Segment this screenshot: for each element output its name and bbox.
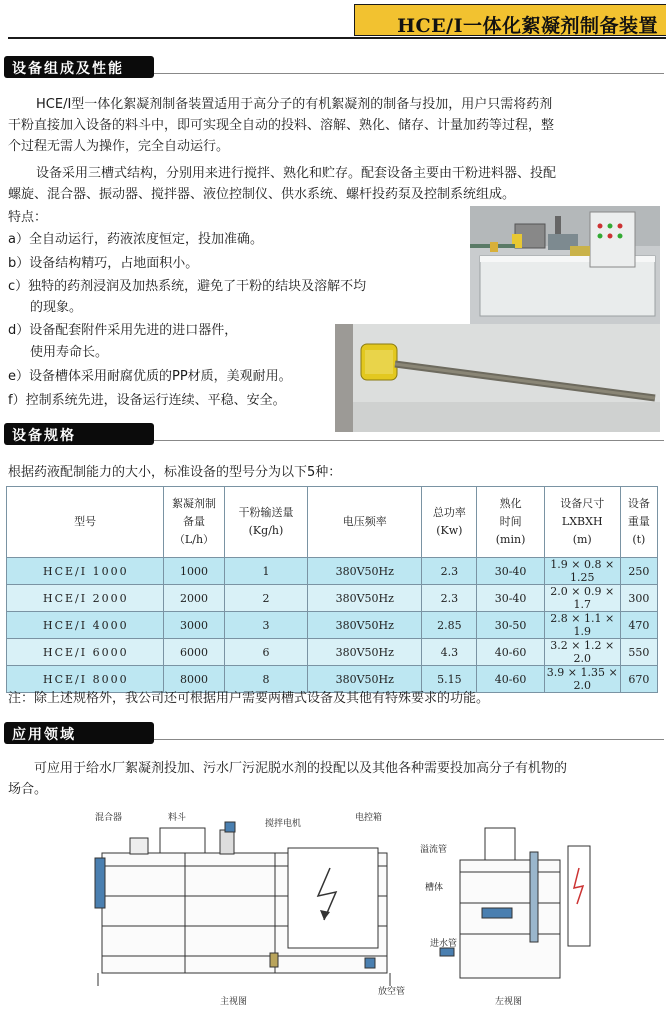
label-side-view: 左视图 <box>495 997 523 1007</box>
section-spec-title: 设备规格 <box>12 428 76 444</box>
col-power: 电压频率 <box>308 487 422 558</box>
col-kw: 总功率 (Kw) <box>422 487 477 558</box>
col-model: 型号 <box>7 487 164 558</box>
table-row: HCE/Ⅰ 2000 2000 2 380V50Hz 2.3 30-40 2.0 × 0.9 × 1.7 300 <box>7 585 658 612</box>
section-composition-title: 设备组成及性能 <box>12 61 124 77</box>
section-spec-heading <box>4 423 664 445</box>
application-line-1: 可应用于给水厂絮凝剂投加、污水厂污泥脱水剂的投配以及其他各种需要投加高分子有机物的 <box>34 761 568 776</box>
spec-table <box>6 486 658 693</box>
application-line-2: 场合。 <box>8 782 48 797</box>
title-box <box>354 4 666 36</box>
table-row: HCE/Ⅰ 6000 6000 6 380V50Hz 4.3 40-60 3.2 × 1.2 × 2.0 550 <box>7 639 658 666</box>
feature-d-cont: 使用寿命长。 <box>30 345 109 360</box>
col-weight: 设备 重量 (t) <box>620 487 657 558</box>
feature-b: b）设备结构精巧，占地面积小。 <box>8 256 199 271</box>
engineering-diagram <box>90 808 610 1008</box>
diagram-drawing <box>90 808 610 1008</box>
spec-header-row <box>7 487 658 558</box>
screw-conveyor-photo <box>335 324 660 432</box>
label-stirrer: 搅拌电机 <box>265 819 302 829</box>
spec-note: 注：除上述规格外，我公司还可根据用户需要两槽式设备及其他有特殊要求的功能。 <box>8 691 490 706</box>
feature-d: d）设备配套附件采用先进的进口器件， <box>8 323 238 338</box>
intro-line-3: 个过程无需人为操作，完全自动运行。 <box>8 139 230 154</box>
table-row: HCE/Ⅰ 8000 8000 8 380V50Hz 5.15 40-60 3.9 × 1.35 × 2.0 670 <box>7 666 658 693</box>
col-size: 设备尺寸 LXBXH (m) <box>544 487 620 558</box>
table-row: HCE/Ⅰ 1000 1000 1 380V50Hz 2.3 30-40 1.9 × 0.8 × 1.25 250 <box>7 558 658 585</box>
label-tank: 槽体 <box>425 883 444 893</box>
label-front-view: 主视图 <box>220 997 248 1007</box>
feature-e: e）设备槽体采用耐腐优质的PP材质，美观耐用。 <box>8 369 292 384</box>
feature-a: a）全自动运行，药液浓度恒定，投加准确。 <box>8 232 263 247</box>
intro-line-2: 干粉直接加入设备的料斗中，即可实现全自动的投料、溶解、熟化、储存、计量加药等过程，整 <box>8 118 555 133</box>
table-row: HCE/Ⅰ 4000 3000 3 380V50Hz 2.85 30-50 2.8 × 1.1 × 1.9 470 <box>7 612 658 639</box>
label-mixer: 混合器 <box>95 813 123 823</box>
label-overflow: 溢流管 <box>420 845 448 855</box>
section-composition-heading <box>4 56 664 78</box>
equipment-photo <box>470 206 660 326</box>
spec-intro: 根据药液配制能力的大小，标准设备的型号分为以下5种： <box>8 465 342 480</box>
structure-line-1: 设备采用三槽式结构，分别用来进行搅拌、熟化和贮存。配套设备主要由干粉进料器、投配 <box>36 166 557 181</box>
label-hopper: 料斗 <box>168 813 187 823</box>
label-control-box: 电控箱 <box>355 813 383 823</box>
page-title: HCE/I一体化絮凝剂制备装置 <box>397 15 658 37</box>
features-label: 特点： <box>8 210 48 225</box>
feature-c-cont: 的现象。 <box>30 300 83 315</box>
label-drain: 放空管 <box>378 987 406 997</box>
intro-line-1: HCE/Ⅰ型一体化絮凝剂制备装置适用于高分子的有机絮凝剂的制备与投加，用户只需将药剂 <box>36 97 553 112</box>
structure-line-2: 螺旋、混合器、振动器、搅拌器、液位控制仪、供水系统、螺杆投药泵及控制系统组成。 <box>8 187 516 202</box>
col-aging: 熟化 时间 (min) <box>477 487 544 558</box>
section-application-heading <box>4 722 664 744</box>
feature-f: f）控制系统先进，设备运行连续、平稳、安全。 <box>8 393 286 408</box>
feature-c: c）独特的药剂浸润及加热系统，避免了干粉的结块及溶解不均 <box>8 279 367 294</box>
col-capacity: 絮凝剂制 备量 （L/h） <box>164 487 225 558</box>
col-feed: 干粉输送量 (Kg/h) <box>224 487 307 558</box>
label-inlet: 进水管 <box>430 939 458 949</box>
title-bar <box>0 0 666 40</box>
section-application-title: 应用领域 <box>12 727 76 743</box>
